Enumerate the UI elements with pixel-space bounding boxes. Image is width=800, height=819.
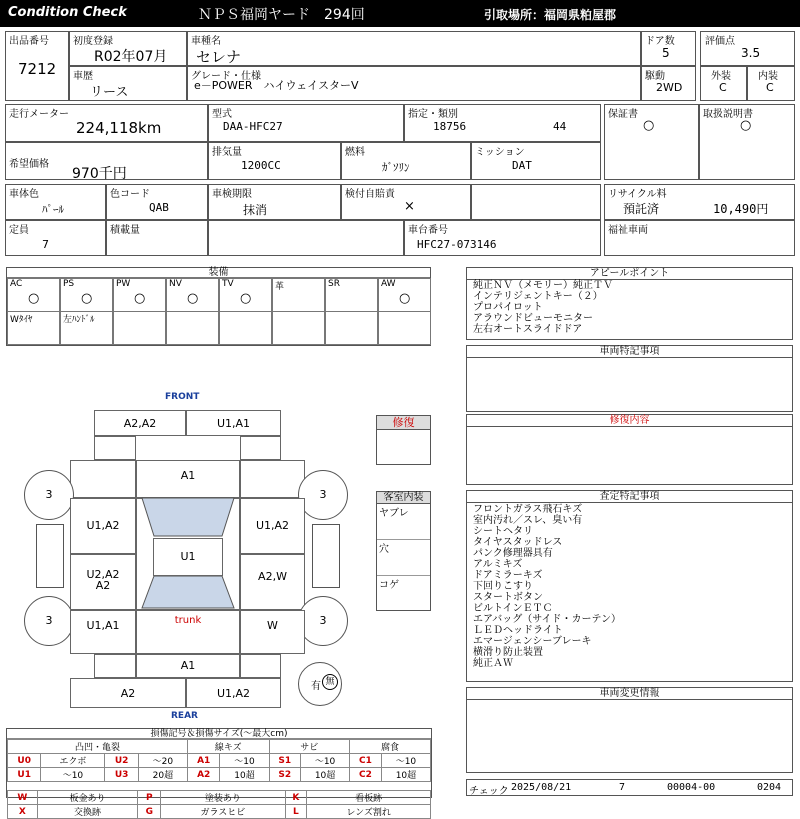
equipment-cell	[219, 311, 272, 345]
tire-rear-right[interactable]: 3	[298, 596, 348, 646]
legend-desc: 交換跡	[37, 805, 138, 819]
price-cell	[5, 142, 208, 180]
interior-hole: 穴	[377, 540, 430, 576]
rear-fender-right[interactable]	[240, 654, 281, 678]
equipment-cell	[166, 311, 219, 345]
equipment-value: ○	[187, 291, 199, 306]
panel-right-rear-door[interactable]: A2,W	[240, 554, 305, 610]
legend-desc: ～10	[41, 768, 105, 782]
inspection-note-item: エマージェンシーブレーキ	[473, 636, 592, 647]
doors-cell	[641, 31, 696, 66]
warranty-cell	[604, 104, 699, 180]
load-label: 積載量	[110, 225, 140, 236]
repair-title: 修復	[377, 416, 430, 430]
interior-title: 客室内装	[377, 492, 430, 504]
footer-num: 7	[619, 782, 626, 793]
designation-value-1: 18756	[433, 120, 467, 133]
tire-rear-left[interactable]: 3	[24, 596, 74, 646]
interior-box	[376, 491, 431, 611]
inspection-note-item: エアバッグ（サイド・カーテン）	[473, 614, 621, 625]
legend-code: S2	[269, 768, 300, 782]
inspection-note-item: フロントガラス飛石キズ	[473, 504, 583, 515]
inspection-value: 抹消	[243, 203, 268, 217]
rear-label: REAR	[171, 711, 198, 721]
legend-group: サビ	[269, 740, 350, 754]
panel-rear-left[interactable]: A2	[70, 678, 186, 708]
mission-cell	[471, 142, 601, 180]
panel-front-left[interactable]: A2,A2	[94, 410, 186, 436]
ext-cell	[700, 66, 747, 101]
legend-desc: 塗装あり	[161, 791, 285, 805]
special-panel	[466, 345, 793, 412]
grade-value: e－POWER ハイウェイスターV	[194, 79, 359, 92]
spare-tire-present: 有	[311, 681, 321, 692]
blank-cell-2	[208, 220, 404, 256]
liability-label: 検付自賠責	[345, 189, 395, 200]
equipment-label: NV	[169, 279, 182, 289]
legend-desc: 10超	[301, 768, 350, 782]
equipment-cell	[272, 278, 325, 312]
inspection-note-item: ＬＥＤヘッドライト	[473, 625, 563, 636]
auction-name: ＮＰＳ福岡ヤード 294回	[198, 7, 365, 23]
equipment-cell	[113, 278, 166, 312]
equipment-cell	[272, 311, 325, 345]
chassis-value: HFC27-073146	[417, 238, 497, 251]
equipment-cell	[219, 278, 272, 312]
equipment-label: PW	[116, 279, 131, 289]
equipment-value: ○	[399, 291, 411, 306]
lot-number: 7212	[18, 60, 57, 78]
capacity-value: 7	[42, 238, 49, 251]
panel-left-rear-door[interactable]: U2,A2 A2	[70, 554, 136, 610]
chassis-label: 車台番号	[408, 225, 448, 236]
check-label: チェック	[469, 786, 509, 797]
appeal-item: 左右オートスライドドア	[473, 324, 583, 335]
inspection-note-item: スタートボタン	[473, 592, 543, 603]
legend-group: 腐食	[350, 740, 431, 754]
legend-desc: ～20	[138, 754, 187, 768]
welfare-cell	[604, 220, 795, 256]
price-value: 970千円	[72, 166, 127, 182]
liability-value: ×	[404, 199, 415, 214]
left-mirror	[36, 524, 64, 588]
drive-value: 2WD	[656, 81, 683, 94]
inspection-label: 車検期限	[212, 189, 252, 200]
panel-roof[interactable]: U1	[153, 538, 223, 576]
ext-label: 外装	[711, 71, 731, 82]
inspection-note-item: 室内汚れ／スレ、臭い有	[473, 515, 583, 526]
legend-code: L	[285, 805, 307, 819]
legend-code: U1	[8, 768, 41, 782]
designation-label: 指定・類別	[408, 109, 458, 120]
mission-value: DAT	[512, 159, 532, 172]
panel-rear-right[interactable]: U1,A2	[186, 678, 281, 708]
panel-left-quarter[interactable]: U1,A1	[70, 610, 136, 654]
legend-code: C2	[350, 768, 382, 782]
spare-tire-mark: 無	[322, 674, 338, 690]
panel-front-right[interactable]: U1,A1	[186, 410, 281, 436]
equipment-cell	[166, 278, 219, 312]
history-cell	[69, 66, 187, 101]
int-value: C	[766, 81, 774, 94]
fuel-cell	[341, 142, 471, 180]
doors-label: ドア数	[645, 36, 675, 47]
panel-trunk[interactable]: trunk	[136, 610, 240, 654]
history-value: リース	[90, 85, 129, 100]
interior-tear: ヤブレ	[377, 504, 430, 540]
color-code-value: QAB	[149, 201, 169, 214]
capacity-label: 定員	[9, 225, 29, 236]
tire-front-left[interactable]: 3	[24, 470, 74, 520]
mileage-value: 224,118km	[76, 119, 162, 137]
int-label: 内装	[758, 71, 778, 82]
inspection-note-item: パンク修理器具有	[473, 548, 553, 559]
capacity-cell	[5, 220, 106, 256]
legend	[6, 728, 432, 818]
equipment-label: Wﾀｲﾔ	[10, 315, 33, 325]
inspection-notes-title: 査定特記事項	[467, 491, 792, 503]
inspection-note-item: シートヘタリ	[473, 526, 533, 537]
recycle-status: 預託済	[623, 202, 660, 216]
legend-desc: ～10	[220, 754, 269, 768]
equipment-label: PS	[63, 279, 75, 289]
legend-code: S1	[269, 754, 300, 768]
designation-value-2: 44	[553, 120, 567, 133]
lot-cell	[5, 31, 69, 101]
interior-burn: コゲ	[379, 580, 399, 591]
legend-code: U3	[105, 768, 138, 782]
score-label: 評価点	[705, 36, 735, 47]
equipment-value: ○	[134, 291, 146, 306]
equipment-label: TV	[222, 279, 234, 289]
color-code-cell	[106, 184, 208, 220]
legend-group: 凸凹・亀裂	[8, 740, 188, 754]
panel-hood[interactable]: A1	[136, 460, 240, 498]
inspection-cell	[208, 184, 341, 220]
legend-desc: 10超	[220, 768, 269, 782]
front-label: FRONT	[165, 392, 200, 402]
equipment-cell	[7, 311, 60, 345]
welfare-label: 福祉車両	[608, 225, 648, 236]
liability-cell	[341, 184, 471, 220]
legend-code: X	[8, 805, 38, 819]
legend-code: A1	[187, 754, 220, 768]
doors-value: 5	[662, 46, 670, 60]
drive-cell	[641, 66, 696, 101]
legend-desc: 板金あり	[37, 791, 138, 805]
spare-tire	[298, 662, 342, 706]
inspection-note-item: ビルトインＥＴＣ	[473, 603, 553, 614]
legend-code: W	[8, 791, 38, 805]
legend-desc: 20超	[138, 768, 187, 782]
car-name-value: セレナ	[196, 48, 242, 66]
panel-right-front-door[interactable]: U1,A2	[240, 498, 305, 554]
rear-fender-left[interactable]	[94, 654, 136, 678]
cc-label: 排気量	[212, 147, 242, 158]
chassis-cell	[404, 220, 601, 256]
legend-desc: ガラスヒビ	[161, 805, 285, 819]
footer-code-1: 00004-00	[667, 782, 716, 793]
inspection-note-item: アルミキズ	[473, 559, 523, 570]
score-cell	[700, 31, 795, 66]
inspection-notes-panel	[466, 490, 793, 682]
legend-title: 損傷記号＆損傷サイズ(～最大cm)	[7, 729, 431, 739]
manual-label: 取扱説明書	[703, 109, 753, 120]
equipment-title: 装備	[7, 268, 430, 278]
history-label: 車歴	[73, 71, 93, 82]
recycle-cell	[604, 184, 795, 220]
legend-code: U2	[105, 754, 138, 768]
footer-date: 2025/08/21	[511, 782, 572, 793]
equipment-value: ○	[81, 291, 93, 306]
first-reg-cell	[69, 31, 187, 66]
inspection-note-item: ドアミラーキズ	[473, 570, 543, 581]
legend-code: C1	[350, 754, 382, 768]
price-label: 希望価格	[9, 159, 49, 170]
color-label: 車体色	[9, 189, 39, 200]
equipment-cell	[60, 311, 113, 345]
equipment-table	[6, 267, 431, 346]
equipment-label: AC	[10, 279, 23, 289]
lot-label: 出品番号	[9, 36, 49, 47]
inspection-note-item: タイヤスタッドレス	[473, 537, 563, 548]
equipment-cell	[60, 278, 113, 312]
warranty-label: 保証書	[608, 109, 638, 120]
color-cell	[5, 184, 106, 220]
equipment-value: ○	[28, 291, 40, 306]
mileage-cell	[5, 104, 208, 142]
recycle-fee: 10,490円	[713, 202, 769, 216]
first-reg-value: R02年07月	[94, 49, 168, 65]
warranty-value: ○	[643, 118, 655, 133]
manual-cell	[699, 104, 795, 180]
load-cell	[106, 220, 208, 256]
panel-right-quarter[interactable]: W	[240, 610, 305, 654]
legend-desc: ～10	[381, 754, 430, 768]
windshield	[142, 498, 234, 536]
model-label: 型式	[212, 109, 232, 120]
equipment-cell	[325, 311, 378, 345]
equipment-label: 左ﾊﾝﾄﾞﾙ	[63, 315, 95, 325]
legend-group: 線キズ	[187, 740, 269, 754]
model-cell	[208, 104, 404, 142]
equipment-value: ○	[240, 291, 252, 306]
recycle-label: リサイクル料	[608, 189, 667, 200]
legend-code: K	[285, 791, 307, 805]
change-info-title: 車両変更情報	[467, 688, 792, 700]
legend-desc: 10超	[381, 768, 430, 782]
tire-front-right[interactable]: 3	[298, 470, 348, 520]
cc-cell	[208, 142, 341, 180]
designation-cell	[404, 104, 601, 142]
inspection-note-item: 下回りこすり	[473, 581, 533, 592]
pickup-location: 引取場所：福岡県粕屋郡	[484, 8, 617, 22]
inspection-note-item: 純正ＡＷ	[473, 658, 513, 669]
appeal-item: インテリジェントキー（２）	[473, 291, 603, 302]
repair-box	[376, 415, 431, 465]
ext-value: C	[719, 81, 727, 94]
mileage-label: 走行メーター	[9, 109, 69, 120]
panel-rear[interactable]: A1	[136, 654, 240, 678]
appeal-item: アラウンドビューモニター	[473, 313, 593, 324]
fuel-label: 燃料	[345, 147, 365, 158]
appeal-panel	[466, 267, 793, 340]
cc-value: 1200CC	[241, 159, 281, 172]
change-info-panel	[466, 687, 793, 773]
footer-bar	[466, 779, 793, 796]
int-cell	[747, 66, 795, 101]
equipment-cell	[378, 278, 431, 312]
legend-desc: レンズ割れ	[307, 805, 431, 819]
equipment-cell	[113, 311, 166, 345]
legend-desc: ～10	[301, 754, 350, 768]
equipment-cell	[7, 278, 60, 312]
footer-code-2: 0204	[757, 782, 782, 793]
equipment-label: SR	[328, 279, 340, 289]
color-value: ﾊﾟｰﾙ	[42, 203, 64, 216]
legend-code: A2	[187, 768, 220, 782]
legend-code: G	[138, 805, 161, 819]
panel-left-front-door[interactable]: U1,A2	[70, 498, 136, 554]
legend-code: U0	[8, 754, 41, 768]
fuel-value: ｶﾞｿﾘﾝ	[382, 161, 410, 174]
left-front-fender[interactable]	[70, 460, 136, 498]
equipment-label: AW	[381, 279, 396, 289]
legend-desc: エクボ	[41, 754, 105, 768]
score-value: 3.5	[741, 46, 761, 60]
legend-code: P	[138, 791, 161, 805]
right-front-fender[interactable]	[240, 460, 305, 498]
repair-content-panel	[466, 414, 793, 485]
appeal-title: アピールポイント	[467, 268, 792, 280]
equipment-cell	[325, 278, 378, 312]
fender-front-left[interactable]	[94, 436, 136, 460]
mission-label: ミッション	[475, 147, 525, 158]
header-bar	[0, 0, 800, 27]
car-name-cell	[187, 31, 641, 66]
manual-value: ○	[740, 118, 752, 133]
blank-cell	[471, 184, 601, 220]
first-reg-label: 初度登録	[73, 36, 113, 47]
fender-front-right[interactable]	[240, 436, 281, 460]
app-title: Condition Check	[8, 5, 127, 20]
drive-label: 駆動	[645, 71, 665, 82]
color-code-label: 色コード	[110, 189, 150, 200]
grade-label: グレード・仕様	[191, 71, 261, 82]
car-name-label: 車種名	[191, 36, 221, 47]
inspection-note-item: 横滑り防止装置	[473, 647, 543, 658]
legend-desc: 看板跡	[307, 791, 431, 805]
repair-content-title: 修復内容	[467, 415, 792, 427]
appeal-item: プロパイロット	[473, 302, 543, 313]
equipment-cell	[378, 311, 431, 345]
rear-window	[142, 576, 234, 608]
grade-cell	[187, 66, 641, 101]
model-value: DAA-HFC27	[223, 120, 283, 133]
right-mirror	[312, 524, 340, 588]
appeal-item: 純正ＮＶ（メモリー）純正ＴＶ	[473, 280, 613, 291]
equipment-label: 革	[275, 282, 285, 292]
special-title: 車両特記事項	[467, 346, 792, 358]
